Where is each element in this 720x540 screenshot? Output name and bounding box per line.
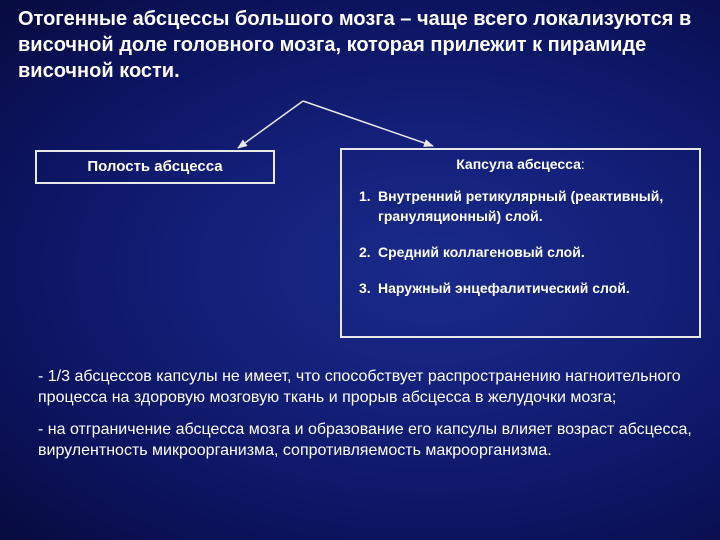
capsule-layer-item — [352, 186, 699, 226]
abscess-cavity-box — [35, 150, 275, 184]
layer-number: 2. — [359, 244, 371, 260]
note-paragraph: - на отграничение абсцесса мозга и образование его капсулы влияет возраст абсцесса, вирулентность микроорганизма, сопротивляемость макроорганизма. — [38, 421, 692, 459]
capsule-layers-list — [342, 186, 699, 298]
layer-number: 3. — [359, 280, 371, 296]
layer-text: Наружный энцефалитический слой. — [378, 280, 630, 296]
arrow-to-capsule — [303, 101, 433, 146]
layer-text: Средний коллагеновый слой. — [378, 244, 585, 260]
capsule-layer-item — [352, 278, 699, 298]
title-bold: Отогенные абсцессы большого мозга — [18, 8, 395, 30]
layer-number: 1. — [359, 188, 371, 204]
abscess-cavity-label: Полость абсцесса — [87, 158, 223, 175]
notes-text — [38, 366, 713, 461]
layer-text: Внутренний ретикулярный (реактивный, грануляционный) слой. — [378, 188, 664, 224]
arrow-to-cavity — [238, 101, 303, 148]
capsule-title — [342, 156, 699, 172]
title-rest: – чаще всего локализуются в височной доле головного мозга, которая прилежит к пирамиде височной кости. — [18, 8, 692, 82]
capsule-layer-item — [352, 242, 699, 262]
abscess-capsule-box — [340, 148, 701, 338]
capsule-title-colon: : — [580, 156, 585, 172]
note-paragraph: - 1/3 абсцессов капсулы не имеет, что способствует распространению нагноительного процесса на здоровую мозговую ткань и прорыв абсцесса в желудочки мозга; — [38, 368, 681, 406]
capsule-title-text: Капсула абсцесса — [456, 156, 581, 172]
